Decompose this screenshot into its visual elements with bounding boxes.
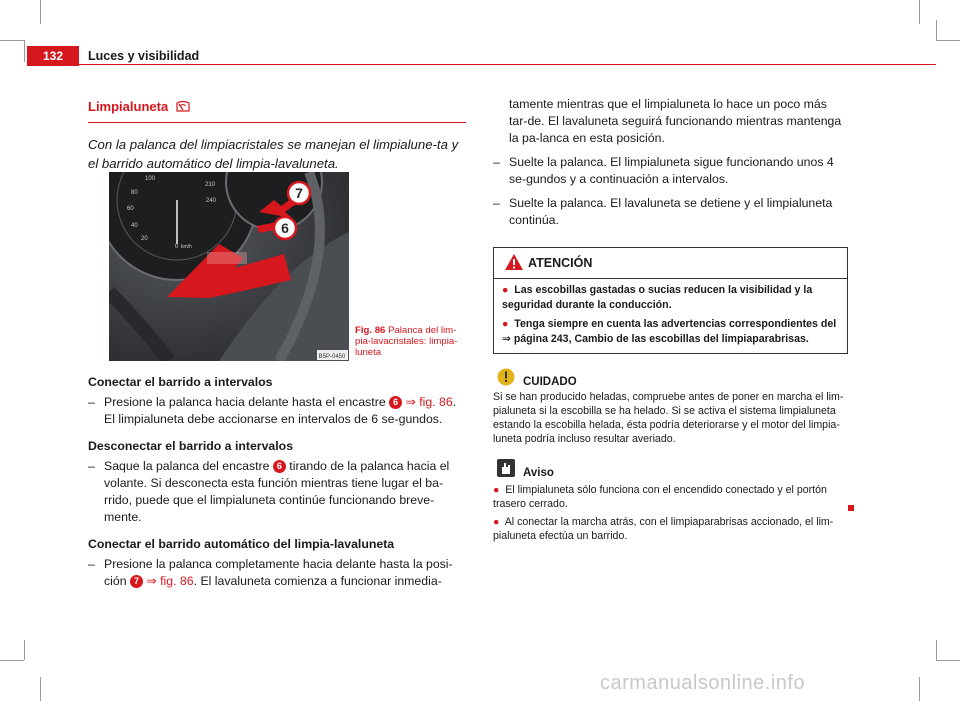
crop-mark	[919, 677, 920, 701]
section-rule	[88, 122, 466, 123]
watermark: carmanualsonline.info	[600, 672, 806, 694]
item-text: El limpialuneta sólo funciona con el encendido conectado y el portón trasero cerrado.	[493, 484, 827, 510]
crop-mark	[936, 660, 960, 661]
gauge-label: 20	[141, 236, 148, 242]
list-item	[88, 394, 466, 428]
page-number: 132	[27, 46, 79, 66]
crop-mark	[936, 640, 937, 660]
item-text: Suelte la palanca. El limpialuneta sigue funcionando unos 4 se-gundos y a continuación a intervalos.	[509, 155, 834, 186]
step-heading: Desconectar el barrido a intervalos	[88, 439, 294, 453]
item-text: Presione la palanca hacia delante hasta el encastre	[104, 395, 386, 409]
note-title: Aviso	[523, 467, 554, 479]
figure-caption	[355, 325, 467, 358]
list-item	[493, 195, 848, 229]
crop-mark	[0, 40, 24, 41]
figure-link[interactable]: ⇒ fig. 86	[146, 574, 194, 588]
list-item	[493, 154, 848, 188]
item-text: Al conectar la marcha atrás, con el limpiaparabrisas accionado, el lim-pialuneta efectúa un barrido.	[493, 516, 834, 542]
warning-body	[494, 279, 847, 353]
bullet-dot: ●	[493, 516, 500, 528]
warning-triangle-icon	[504, 253, 524, 276]
figure-code: B5P-0450	[318, 354, 346, 360]
warning-item	[502, 317, 839, 347]
warning-box	[493, 247, 848, 354]
callout-6: 6	[281, 220, 289, 236]
lever-illustration	[109, 172, 349, 361]
note-item	[493, 515, 848, 543]
dash-bullet: –	[88, 395, 95, 409]
section-heading	[88, 98, 466, 118]
item-text: tirando de la palanca hacia el volante. Si desconecta esta función mientras tiene lugar el ba-rrido, puede que el limpialuneta continúe funcionando breve-mente.	[104, 459, 450, 524]
crop-mark	[936, 20, 937, 40]
caution-circle-icon	[497, 368, 515, 391]
gauge-label: 80	[131, 190, 138, 196]
item-text: Tenga siempre en cuenta las advertencias correspondientes del	[514, 318, 837, 330]
rear-wiper-icon	[175, 99, 191, 118]
crop-mark	[24, 40, 25, 62]
list-item-continued	[493, 96, 848, 147]
caption-text: Palanca del lim-pia-lavacristales: limpia-luneta	[355, 325, 458, 358]
note-header	[493, 459, 848, 481]
callout-badge: 6	[273, 460, 286, 473]
dash-bullet: –	[493, 196, 500, 210]
section-intro: Con la palanca del limpiacristales se manejan el limpialune-ta y el barrido automático del limpia-lavaluneta.	[88, 137, 459, 171]
note-item	[493, 483, 848, 511]
end-of-section-marker	[848, 505, 854, 511]
crop-mark	[24, 640, 25, 660]
callout-badge: 6	[389, 396, 402, 409]
warning-title: ATENCIÓN	[528, 256, 593, 270]
warning-header	[494, 248, 847, 279]
list-item	[88, 458, 466, 526]
caution-title: CUIDADO	[523, 376, 577, 388]
left-steps	[88, 374, 466, 590]
crop-mark	[0, 660, 24, 661]
page-reference-link[interactable]: ⇒ página 243, Cambio de las escobillas del limpiaparabrisas.	[502, 333, 809, 345]
section-title: Limpialuneta	[88, 99, 169, 114]
item-text: . El lavaluneta comienza a funcionar inmedia-	[193, 574, 442, 588]
dash-bullet: –	[88, 459, 95, 473]
crop-mark	[40, 677, 41, 701]
list-item	[88, 556, 466, 590]
warning-item	[502, 283, 839, 313]
gauge-label: 40	[131, 223, 138, 229]
dash-bullet: –	[88, 557, 95, 571]
item-text: Saque la palanca del encastre	[104, 459, 270, 473]
gauge-label: 100	[145, 176, 156, 182]
bullet-dot: ●	[502, 318, 509, 330]
crop-mark	[936, 40, 960, 41]
item-text: Las escobillas gastadas o sucias reducen la visibilidad y la seguridad durante la conducción.	[502, 284, 813, 311]
figure-link[interactable]: ⇒ fig. 86	[405, 395, 453, 409]
gauge-label: 210	[205, 182, 216, 188]
right-column	[493, 96, 848, 543]
callout-7: 7	[295, 185, 303, 201]
note-section	[493, 459, 848, 543]
item-text: Suelte la palanca. El lavaluneta se detiene y el limpialuneta continúa.	[509, 196, 833, 227]
header-rule	[79, 64, 936, 65]
caution-header	[493, 368, 848, 390]
crop-mark	[40, 0, 41, 24]
figure-86	[109, 172, 349, 361]
gauge-label: 60	[127, 206, 134, 212]
step-heading: Conectar el barrido a intervalos	[88, 375, 273, 389]
item-text: tamente mientras que el limpialuneta lo hace un poco más tar-de. El lavaluneta seguirá funcionando mientras mantenga la pa-lanca en esta posición.	[509, 97, 842, 145]
gauge-label: 240	[206, 198, 217, 204]
crop-mark	[919, 0, 920, 24]
running-title: Luces y visibilidad	[88, 49, 200, 63]
caption-label: Fig. 86	[355, 325, 386, 336]
left-column	[88, 98, 466, 173]
item-text: . El limpialuneta debe accionarse en intervalos de 6 se-gundos.	[104, 395, 457, 426]
bullet-dot: ●	[502, 284, 509, 296]
gauge-unit: km/h	[181, 244, 192, 250]
callout-badge: 7	[130, 575, 143, 588]
item-text: Presione la palanca completamente hacia delante hasta la posi-ción	[104, 557, 453, 588]
info-hand-icon	[497, 459, 515, 482]
bullet-dot: ●	[493, 484, 500, 496]
caution-text: Si se han producido heladas, compruebe antes de poner en marcha el lim-pialuneta si la escobilla se ha helado. Si se activa el sistema limpialuneta estando la escobilla helada, ésta podría deteriorarse y el motor del limpia-luneta podría incluso resultar averiado.	[493, 391, 844, 445]
step-heading: Conectar el barrido automático del limpia-lavaluneta	[88, 537, 395, 551]
gauge-label: 0	[175, 244, 179, 250]
dash-bullet: –	[493, 155, 500, 169]
caution-section	[493, 368, 848, 446]
